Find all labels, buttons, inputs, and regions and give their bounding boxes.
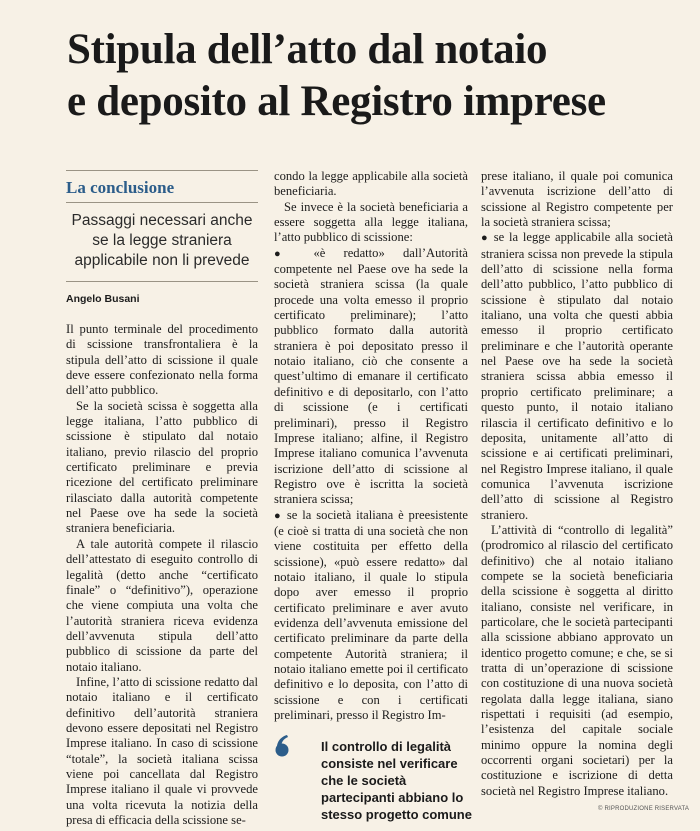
bullet-paragraph: [481, 230, 673, 523]
quote-mark-icon: [272, 734, 290, 758]
bullet-icon: ●: [274, 509, 287, 522]
bullet-icon: ●: [481, 232, 494, 245]
body-column-3: [481, 169, 673, 799]
paragraph: Se invece è la società beneficiaria a essere soggetta alla legge italiana, l’atto pubblico di scissione:: [274, 199, 468, 245]
body-column-1: [66, 322, 258, 828]
paragraph: Infine, l’atto di scissione redatto dal notaio italiano e il certificato definitivo dell’autorità straniera devono essere depositati nel Registro Imprese italiano. In caso di scissione “totale”, la società italiana scissa viene poi cancellata dal Registro Imprese italiano il quale vi provvede una volta ricevuta la notizia della presa di efficacia della scissione se-: [66, 674, 258, 827]
bullet-icon: ●: [274, 247, 314, 260]
copyright-notice: © RIPRODUZIONE RISERVATA: [598, 806, 690, 812]
title-line-2: e deposito al Registro imprese: [67, 78, 606, 125]
article-intro: [66, 170, 258, 305]
body-column-2: [274, 169, 468, 723]
article-subtitle: Passaggi necessari anche se la legge straniera applicabile non li prevede: [71, 212, 253, 269]
title-line-1: Stipula dell’atto dal notaio: [67, 26, 548, 73]
paragraph: condo la legge applicabile alla società beneficiaria.: [274, 169, 468, 199]
bullet-text: se la legge applicabile alla società straniera scissa non prevede la stipula dell’atto di scissione nella forma dell’atto pubblico, l’atto pubblico di scissione è stipulato dal notaio italiano, una volta che questi abbia emesso il proprio certificato preliminare e che l’autorità operante nel Paese ove ha sede la società straniera scissa abbia emesso il proprio certificato preliminare; a questo punto, il notaio italiano rilascia il certificato definitivo e lo deposita, unitamente all’atto di scissione e ai certificati preliminari, nel Registro Imprese italiano, il quale comunica l’avvenuta iscrizione dell’atto di scissione al Registro straniero.: [481, 230, 673, 522]
bullet-paragraph: [274, 246, 468, 508]
pull-quote-text: Il controllo di legalità consiste nel verificare che le società partecipanti abbiano lo stesso progetto comune: [321, 739, 472, 822]
bullet-text: «è redatto» dall’Autorità competente nel Paese ove ha sede la società straniera scissa (la quale procede una volta emesso il proprio certificato preliminare); l’atto pubblico formato dalla autorità straniera è poi depositato presso il notaio italiano, ciò che consente a quest’ultimo di emanare il certificato definitivo e di depositarlo, con l’atto di scissione (e i certificati preliminari), presso il Registro Imprese italiano; alfine, il Registro Imprese italiano comunica l’avvenuta iscrizione dell’atto di scissione al Registro ove è iscritta la società straniera scissa;: [274, 245, 468, 507]
section-heading: La conclusione: [66, 178, 175, 197]
paragraph: Il punto terminale del procedimento di scissione transfrontaliera è la stipula dell’atto di scissione il quale deve essere confezionato nella forma dell’atto pubblico.: [66, 322, 258, 398]
paragraph: prese italiano, il quale poi comunica l’avvenuta iscrizione dell’atto di scissione al Registro competente per la società straniera scissa;: [481, 169, 673, 230]
article-title: [67, 24, 687, 128]
bullet-text: se la società italiana è preesistente (e cioè si tratta di una società che non viene costituita per effetto della scissione), «può essere redatto» dal notaio italiano, il quale lo stipula dopo aver emesso il proprio certificato preliminare e aver avuto evidenza dell’avvenuta emissione del certificato preliminare da parte della competente Autorità straniera; il notaio italiano emette poi il certificato definitivo e lo deposita, con l’atto di scissione e con i certificati preliminari, presso il Registro Im-: [274, 507, 468, 723]
paragraph: Se la società scissa è soggetta alla legge italiana, l’atto pubblico di scissione è stipulato dal notaio italiano, previo rilascio del proprio certificato preliminare e previa ricezione del certificato preliminare rilasciato dalla autorità competente nel Paese ove ha sede la società straniera beneficiaria.: [66, 398, 258, 536]
paragraph: A tale autorità compete il rilascio dell’attestato di eseguito controllo di legalità (detto anche “certificato finale” o “definitivo”), operazione che viene compiuta una volta che l’autorità straniera riceva evidenza dell’avvenuta stipula dell’atto pubblico di scissione da parte del notaio italiano.: [66, 536, 258, 674]
paragraph: L’attività di “controllo di legalità” (prodromico al rilascio del certificato definitivo) che al notaio italiano compete se la società beneficiaria della scissione è soggetta al diritto italiano, consiste nel verificare, in particolare, che le società partecipanti alla scissione abbiano approvato un identico progetto comune; e che, se si tratta di un’operazione di scissione con costituzione di una nuova società regolata dalla legge italiana, siano rispettati i requisiti (ad esempio, l’esistenza del capitale sociale minimo oppure la nomina degli occorrenti organi societari) per la costituzione e iscrizione di detta società nel Registro Imprese italiano.: [481, 522, 673, 798]
bullet-paragraph: [274, 508, 468, 724]
author-byline: Angelo Busani: [66, 293, 140, 305]
